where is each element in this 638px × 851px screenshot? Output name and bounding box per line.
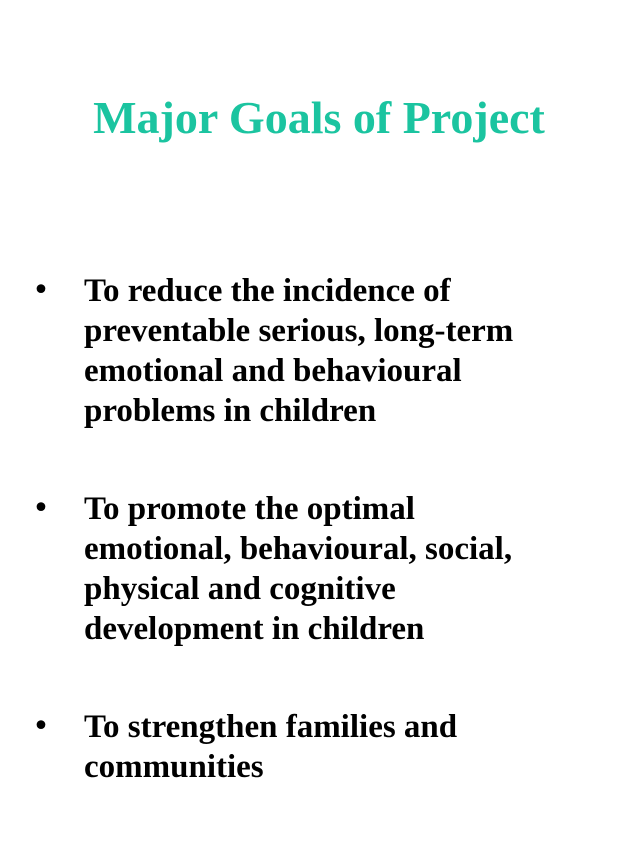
bullet-text: To reduce the incidence of preventable serious, long-term emotional and behavioural problems in children	[84, 273, 514, 429]
bullet-text: To promote the optimal emotional, behavioural, social, physical and cognitive development in children	[84, 491, 513, 647]
bullet-dot-icon: •	[32, 491, 50, 526]
bullet-item-reduce-incidence	[26, 271, 626, 431]
bullet-dot-icon: •	[32, 273, 50, 308]
bullet-item-promote-development	[26, 489, 626, 649]
slide-title: Major Goals of Project	[93, 92, 545, 143]
bullet-dot-icon: •	[32, 709, 50, 744]
bullet-item-strengthen-families	[26, 707, 626, 787]
bullet-text: To strengthen families and communities	[84, 709, 458, 785]
bullet-list	[26, 271, 626, 787]
